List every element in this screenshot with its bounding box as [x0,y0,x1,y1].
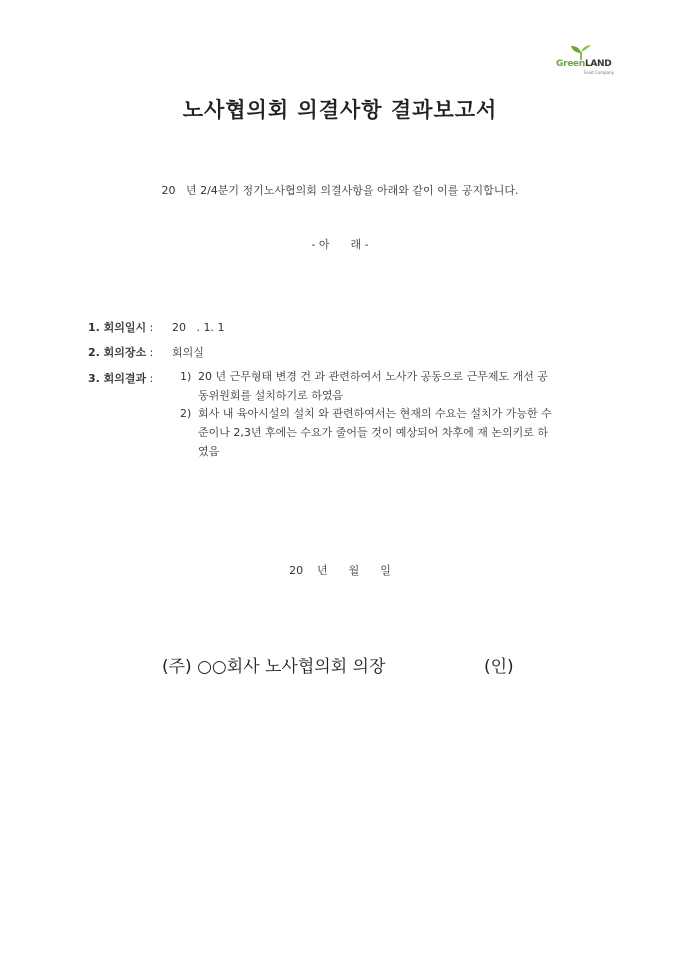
meeting-place-row: 2. 회의장소 : 회의실 [88,346,204,359]
result-item-number: 1) [180,370,192,383]
page-title: 노사협의회 의결사항 결과보고서 [182,98,498,122]
meeting-date-label: 1. 회의일시 [88,321,147,334]
sprout-icon [570,44,592,60]
result-item-number: 2) [180,407,192,420]
meeting-date-value: 20 . 1. 1 [172,321,225,334]
signatory: (주) ○○회사 노사협의회 의장 [162,657,386,677]
seal-mark: (인) [484,657,514,677]
meeting-date-row: 1. 회의일시 : 20 . 1. 1 [88,321,225,334]
result-item [180,367,602,405]
result-item-text: 20 년 근무형태 변경 건 과 관련하여서 노사가 공동으로 근무제도 개선 공 동위원회를 설치하기로 하였음 [198,370,548,402]
meeting-result-row: 3. 회의결과 : [88,372,154,385]
report-date: 20 년 월 일 [289,564,391,577]
logo-tagline: Food Company [584,70,614,75]
logo-wordmark: GreenLAND [556,59,612,69]
meeting-place-label: 2. 회의장소 [88,346,147,359]
intro-text: 20 년 2/4분기 정기노사협의회 의결사항을 아래와 같이 이를 공지합니다. [161,184,519,197]
section-heading: - 아 래 - [311,238,369,251]
meeting-result-label: 3. 회의결과 [88,372,147,385]
meeting-place-value: 회의실 [172,346,204,359]
result-item-text: 회사 내 육아시설의 설치 와 관련하여서는 현재의 수요는 설치가 가능한 수 준이나 2,3년 후에는 수요가 줄어들 것이 예상되어 차후에 재 논의키로 하 였음 [198,407,552,458]
company-logo [548,44,614,76]
result-item [180,404,602,461]
